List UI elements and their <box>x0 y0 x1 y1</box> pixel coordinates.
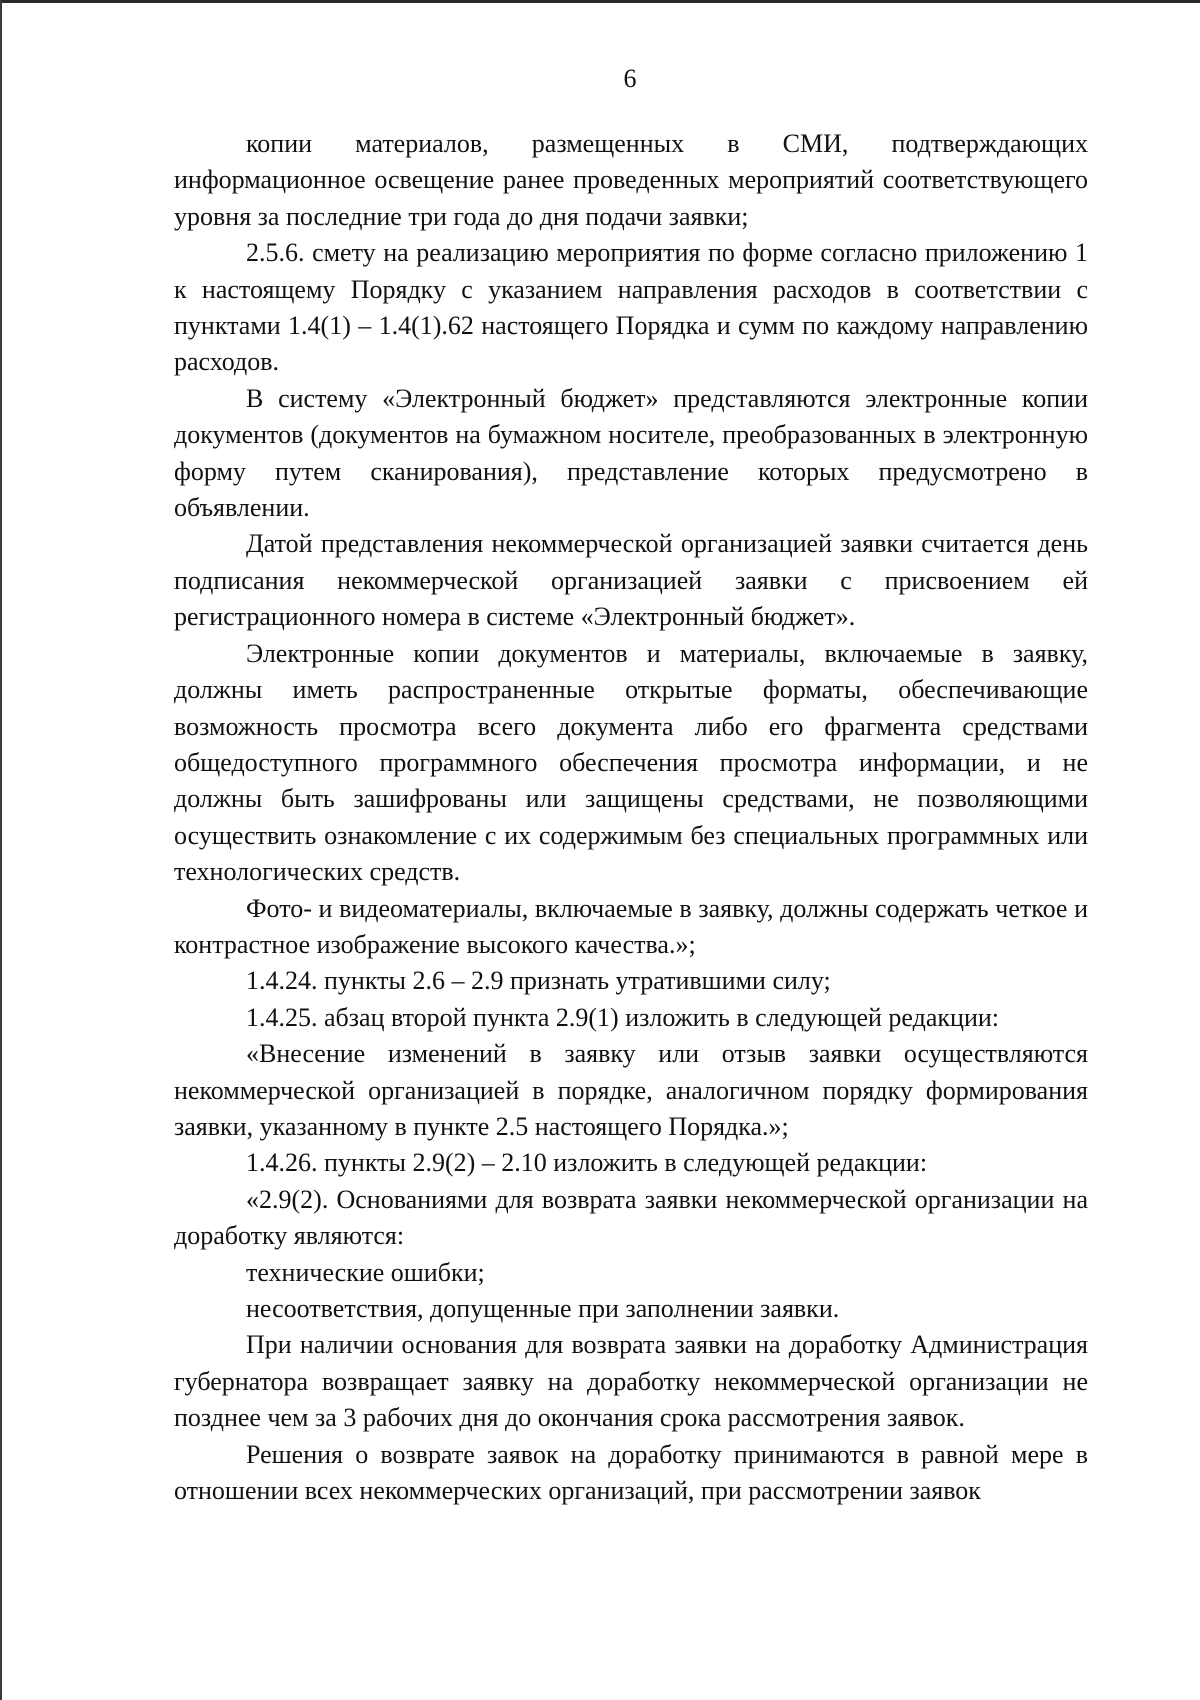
paragraph: 1.4.24. пункты 2.6 – 2.9 признать утратившими силу; <box>246 966 831 996</box>
page-edge-top <box>0 0 1200 3</box>
page-number: 6 <box>623 64 637 93</box>
paragraph: «Внесение изменений в заявку или отзыв заявки осуществляются некоммерческой организацией в порядке, аналогичном порядку формирования заявки, указанному в пункте 2.5 настоящего Порядка.»; <box>174 1039 1088 1141</box>
paragraph: технические ошибки; <box>246 1257 485 1287</box>
paragraph: Датой представления некоммерческой организацией заявки считается день подписания некоммерческой организацией заявки с присвоением ей регистрационного номера в системе «Электронный бюджет». <box>174 529 1088 632</box>
page-edge-left <box>0 0 2 1700</box>
document-body <box>174 126 1088 1509</box>
paragraph: Электронные копии документов и материалы, включаемые в заявку, должны иметь распространенные открытые форматы, обеспечивающие возможность просмотра всего документа либо его фрагмента средствами общедоступного программного обеспечения просмотра информации, и не должны быть зашифрованы или защищены средствами, не позволяющими осуществить ознакомление с их содержимым без специальных программных или технологических средств. <box>174 638 1088 887</box>
paragraph: 2.5.6. смету на реализацию мероприятия по форме согласно приложению 1 к настоящему Порядку с указанием направления расходов в соответствии с пунктами 1.4(1) – 1.4(1).62 настоящего Порядка и сумм по каждому направлению расходов. <box>174 238 1088 377</box>
paragraph: 1.4.25. абзац второй пункта 2.9(1) изложить в следующей редакции: <box>246 1002 999 1032</box>
paragraph: «2.9(2). Основаниями для возврата заявки некоммерческой организации на доработку являются: <box>174 1184 1088 1251</box>
paragraph: При наличии основания для возврата заявки на доработку Администрация губернатора возвращает заявку на доработку некоммерческой организации не позднее чем за 3 рабочих дня до окончания срока рассмотрения заявок. <box>174 1330 1088 1433</box>
paragraph: несоответствия, допущенные при заполнении заявки. <box>246 1294 840 1323</box>
paragraph: Решения о возврате заявок на доработку принимаются в равной мере в отношении всех некоммерческих организаций, при рассмотрении заявок <box>174 1439 1088 1506</box>
paragraph: копии материалов, размещенных в СМИ, подтверждающих информационное освещение ранее проведенных мероприятий соответствующего уровня за последние три года до дня подачи заявки; <box>174 129 1088 231</box>
paragraph: Фото- и видеоматериалы, включаемые в заявку, должны содержать четкое и контрастное изображение высокого качества.»; <box>174 893 1088 959</box>
paragraph: 1.4.26. пункты 2.9(2) – 2.10 изложить в следующей редакции: <box>246 1148 928 1178</box>
paragraph: В систему «Электронный бюджет» представляются электронные копии документов (документов на бумажном носителе, преобразованных в электронную форму путем сканирования), представление которых предусмотрено в объявлении. <box>174 383 1088 523</box>
